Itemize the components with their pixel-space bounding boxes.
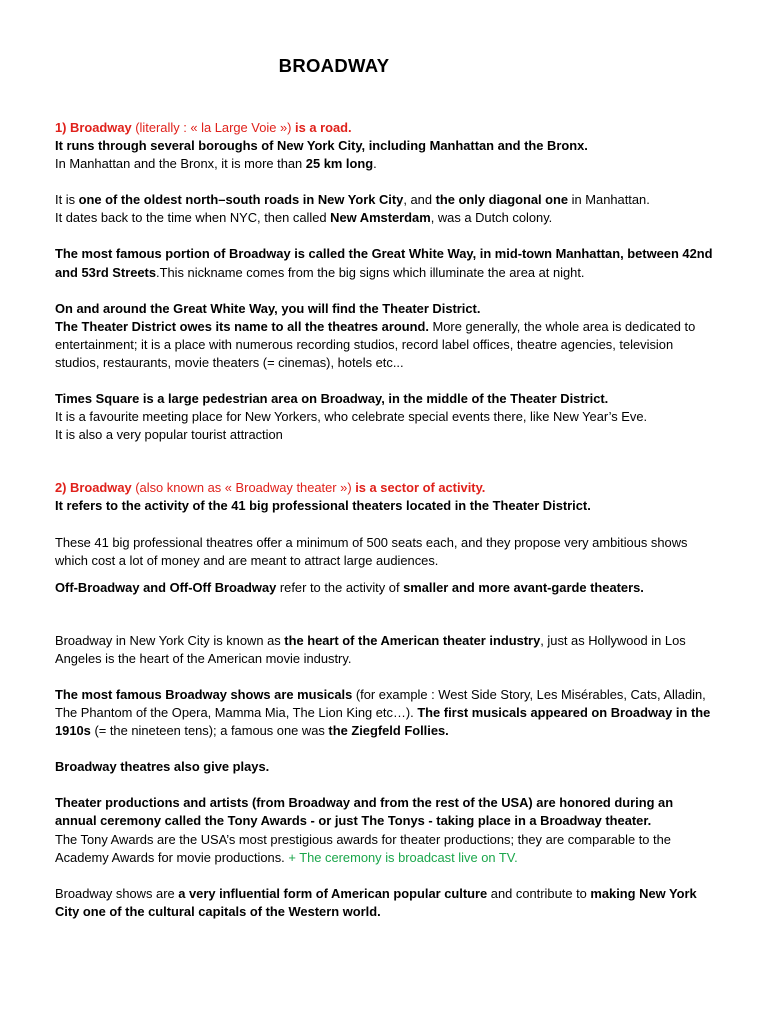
- section-2-intro: [55, 479, 717, 515]
- paragraph-41-theatres: These 41 big professional theatres offer a minimum of 500 seats each, and they propose very ambitious shows which cost a lot of money and are meant to attract large audiences.: [55, 534, 688, 568]
- paragraph-great-white-way: The most famous portion of Broadway is called the Great White Way, in mid-town Manhattan, between 42nd and 53rd Streets.This nickname comes from the big signs which illuminate the area at night.: [55, 246, 713, 280]
- paragraph-theater-district: On and around the Great White Way, you will find the Theater District. The Theater District owes its name to all the theatres around. More generally, the whole area is dedicated to entertainment; it is a place with numerous recording studios, record label offices, theatre agencies, television studios, restaurants, movie theaters (= cinemas), hotels etc...: [55, 300, 696, 370]
- section-1-line-2: In Manhattan and the Bronx, it is more than 25 km long.: [55, 156, 377, 172]
- section-2-line-1: It refers to the activity of the 41 big professional theaters located in the Theater District.: [55, 498, 591, 514]
- page-title: BROADWAY: [278, 55, 390, 76]
- document-body: [55, 119, 717, 939]
- paragraph-plays: Broadway theatres also give plays.: [55, 759, 270, 775]
- paragraph-oldest-road: It is one of the oldest north–south roads in New York City, and the only diagonal one in Manhattan. It dates back to the time when NYC, then called New Amsterdam, was a Dutch colony.: [55, 192, 650, 226]
- section-1-intro: [55, 119, 717, 173]
- section-1-heading: 1) Broadway (literally : « la Large Voie ») is a road.: [55, 120, 352, 135]
- paragraph-tony-awards: Theater productions and artists (from Broadway and from the rest of the USA) are honored during an annual ceremony called the Tony Awards - or just The Tonys - taking place in a Broadway theater. The Tony Awards are the USA’s most prestigious awards for theater productions; they are comparable to the Academy Awards for movie productions. + The ceremony is broadcast live on TV.: [55, 795, 674, 865]
- paragraph-off-broadway: Off-Broadway and Off-Off Broadway refer to the activity of smaller and more avant-garde theaters.: [55, 579, 644, 595]
- section-2-heading: 2) Broadway (also known as « Broadway theater ») is a sector of activity.: [55, 480, 486, 496]
- section-1-line-1: It runs through several boroughs of New York City, including Manhattan and the Bronx.: [55, 138, 588, 154]
- paragraph-heart-of-industry: Broadway in New York City is known as the heart of the American theater industry, just as Hollywood in Los Angeles is the heart of the American movie industry.: [55, 632, 686, 666]
- paragraph-times-square: Times Square is a large pedestrian area on Broadway, in the middle of the Theater District. It is a favourite meeting place for New Yorkers, who celebrate special events there, like New Year’s Eve. It is also a very popular tourist attraction: [55, 391, 648, 443]
- paragraph-popular-culture: Broadway shows are a very influential form of American popular culture and contribute to making New York City one of the cultural capitals of the Western world.: [55, 885, 697, 919]
- broadcast-note: + The ceremony is broadcast live on TV.: [288, 849, 518, 865]
- paragraph-musicals: The most famous Broadway shows are musicals (for example : West Side Story, Les Misérables, Cats, Alladin, The Phantom of the Opera, Mamma Mia, The Lion King etc…). The first musicals appeared on Broadway in the 1910s (= the nineteen tens); a famous one was the Ziegfeld Follies.: [55, 686, 711, 739]
